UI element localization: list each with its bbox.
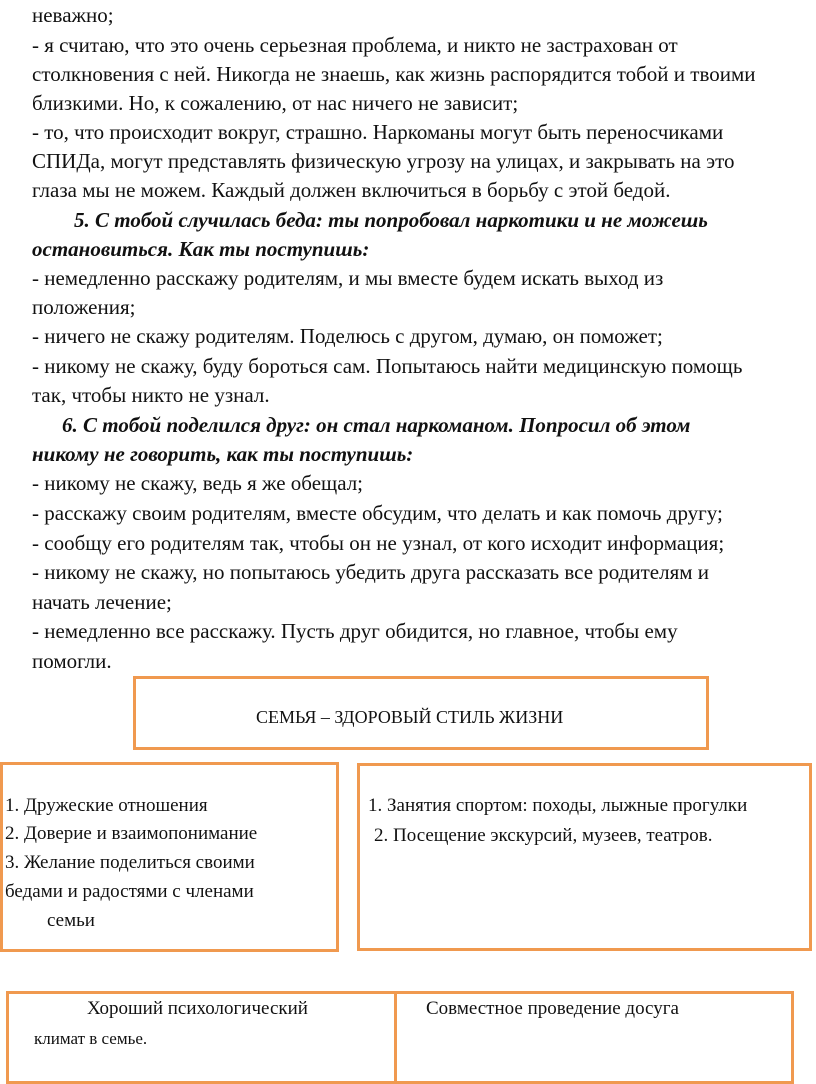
answer-option: - расскажу своим родителям, вместе обсудим, что делать и как помочь другу; bbox=[32, 501, 723, 525]
answer-option: - никому не скажу, ведь я же обещал; bbox=[32, 471, 364, 495]
text-line: глаза мы не можем. Каждый должен включиться в борьбу с этой бедой. bbox=[32, 178, 671, 202]
left-item: 3. Желание поделиться своими bbox=[5, 852, 255, 873]
answer-option: - немедленно все расскажу. Пусть друг обидится, но главное, чтобы ему bbox=[32, 619, 678, 643]
text-line: неважно; bbox=[32, 3, 114, 27]
text-line: - то, что происходит вокруг, страшно. Наркоманы могут быть переносчиками bbox=[32, 120, 724, 144]
bottom-right-text: Совместное проведение досуга bbox=[426, 998, 679, 1019]
bottom-left-text: Хороший психологический bbox=[87, 998, 308, 1019]
question-5-heading-cont: остановиться. Как ты поступишь: bbox=[32, 237, 370, 261]
answer-option-cont: так, чтобы никто не узнал. bbox=[32, 383, 270, 407]
answer-option: - сообщу его родителям так, чтобы он не узнал, от кого исходит информация; bbox=[32, 531, 725, 555]
answer-option-cont: помогли. bbox=[32, 649, 112, 673]
text-line: близкими. Но, к сожалению, от нас ничего не зависит; bbox=[32, 91, 519, 115]
answer-option-cont: начать лечение; bbox=[32, 590, 172, 614]
left-items-box bbox=[0, 762, 339, 952]
diagram-title: СЕМЬЯ – ЗДОРОВЫЙ СТИЛЬ ЖИЗНИ bbox=[256, 707, 564, 727]
answer-option-cont: положения; bbox=[32, 295, 136, 319]
right-item: 1. Занятия спортом: походы, лыжные прогулки bbox=[368, 795, 748, 816]
bottom-left-text-cont: климат в семье. bbox=[34, 1029, 148, 1048]
text-line: столкновения с ней. Никогда не знаешь, как жизнь распорядится тобой и твоими bbox=[32, 62, 756, 86]
left-item-cont: бедами и радостями с членами bbox=[5, 881, 254, 902]
question-5-heading: 5. С тобой случилась беда: ты попробовал наркотики и не можешь bbox=[74, 208, 708, 232]
answer-option: - никому не скажу, буду бороться сам. Попытаюсь найти медицинскую помощь bbox=[32, 354, 743, 378]
text-line: СПИДа, могут представлять физическую угрозу на улицах, и закрывать на это bbox=[32, 149, 735, 173]
answer-option: - никому не скажу, но попытаюсь убедить друга рассказать все родителям и bbox=[32, 560, 710, 584]
right-items-box bbox=[357, 763, 812, 951]
bottom-box bbox=[6, 991, 794, 1084]
bottom-box-divider bbox=[394, 994, 397, 1084]
right-item: 2. Посещение экскурсий, музеев, театров. bbox=[374, 825, 713, 846]
left-item: 2. Доверие и взаимопонимание bbox=[5, 823, 258, 844]
left-item-cont: семьи bbox=[47, 910, 95, 931]
question-6-heading-cont: никому не говорить, как ты поступишь: bbox=[32, 442, 414, 466]
text-line: - я считаю, что это очень серьезная проблема, и никто не застрахован от bbox=[32, 33, 678, 57]
left-item: 1. Дружеские отношения bbox=[5, 795, 208, 816]
diagram-title-box bbox=[133, 676, 709, 750]
answer-option: - немедленно расскажу родителям, и мы вместе будем искать выход из bbox=[32, 266, 664, 290]
question-6-heading: 6. С тобой поделился друг: он стал наркоманом. Попросил об этом bbox=[62, 413, 691, 437]
answer-option: - ничего не скажу родителям. Поделюсь с другом, думаю, он поможет; bbox=[32, 324, 663, 348]
